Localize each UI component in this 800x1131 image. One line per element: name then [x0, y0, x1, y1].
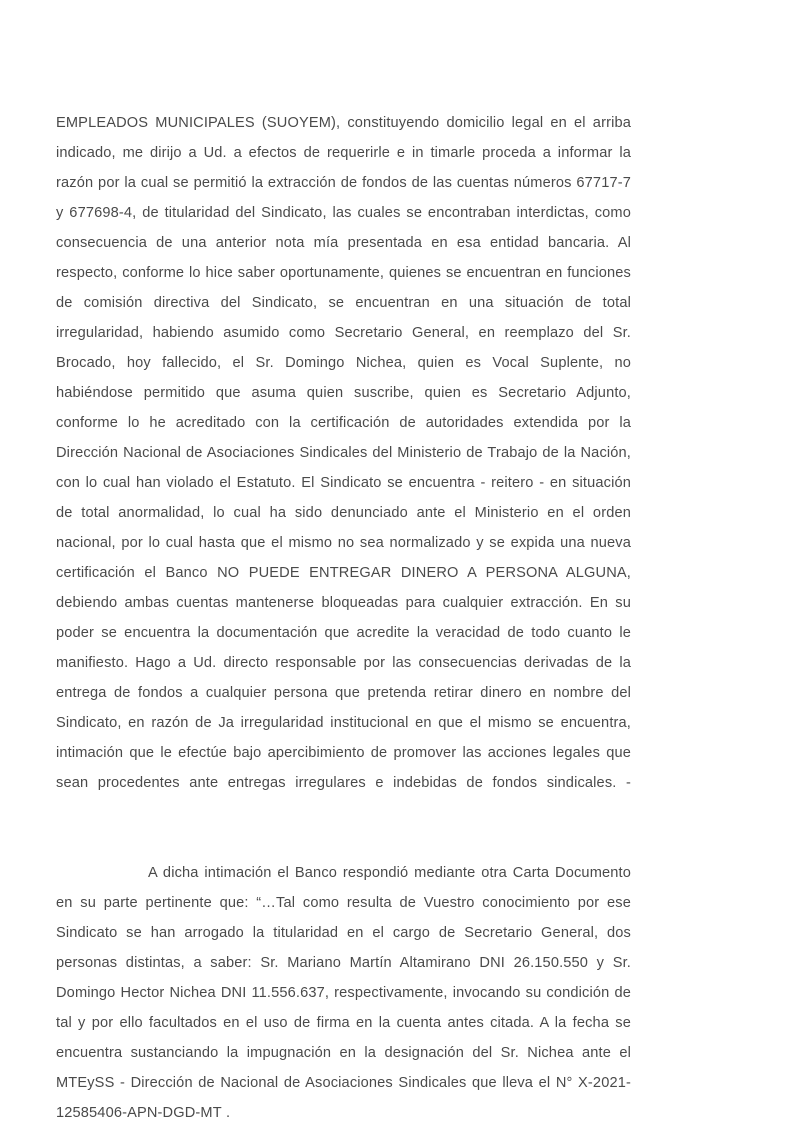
paragraph-1: EMPLEADOS MUNICIPALES (SUOYEM), constituyendo domicilio legal en el arriba indicado, me dirijo a Ud. a efectos de requerirle e in timarle proceda a informar la razón por la cual se permitió la extracción de fondos de las cuentas números 67717-7 y 677698-4, de titularidad del Sindicato, las cuales se encontraban interdictas, como consecuencia de una anterior nota mía presentada en esa entidad bancaria. Al respecto, conforme lo hice saber oportunamente, quienes se encuentran en funciones de comisión directiva del Sindicato, se encuentran en una situación de total irregularidad, habiendo asumido como Secretario General, en reemplazo del Sr. Brocado, hoy fallecido, el Sr. Domingo Nichea, quien es Vocal Suplente, no habiéndose permitido que asuma quien suscribe, quien es Secretario Adjunto, conforme lo he acreditado con la certificación de autoridades extendida por la Dirección Nacional de Asociaciones Sindicales del Ministerio de Trabajo de la Nación, con lo cual han violado el Estatuto. El Sindicato se encuentra - reitero - en situación de total anormalidad, lo cual ha sido denunciado ante el Ministerio en el orden nacional, por lo cual hasta que el mismo no sea normalizado y se expida una nueva certificación el Banco NO PUEDE ENTREGAR DINERO A PERSONA ALGUNA, debiendo ambas cuentas mantenerse bloqueadas para cualquier extracción. En su poder se encuentra la documentación que acredite la veracidad de todo cuanto le manifiesto. Hago a Ud. directo responsable por las consecuencias derivadas de la entrega de fondos a cualquier persona que pretenda retirar dinero en nombre del Sindicato, en razón de Ja irregularidad institucional en que el mismo se encuentra, intimación que le efectúe bajo apercibimiento de promover las acciones legales que sean procedentes ante entregas irregulares e indebidas de fondos sindicales. -	[56, 115, 631, 791]
paragraph-2: A dicha intimación el Banco respondió mediante otra Carta Documento en su parte pertinente que: “…Tal como resulta de Vuestro conocimiento por ese Sindicato se han arrogado la titularidad en el cargo de Secretario General, dos personas distintas, a saber: Sr. Mariano Martín Altamirano DNI 26.150.550 y Sr. Domingo Hector Nichea DNI 11.556.637, respectivamente, invocando su condición de tal y por ello facultados en el uso de firma en la cuenta antes citada. A la fecha se encuentra sustanciando la impugnación en la designación del Sr. Nichea ante el MTEySS - Dirección de Nacional de Asociaciones Sindicales que lleva el N° X-2021-12585406-APN-DGD-MT .	[56, 865, 631, 1121]
document-text-body	[56, 108, 631, 1128]
